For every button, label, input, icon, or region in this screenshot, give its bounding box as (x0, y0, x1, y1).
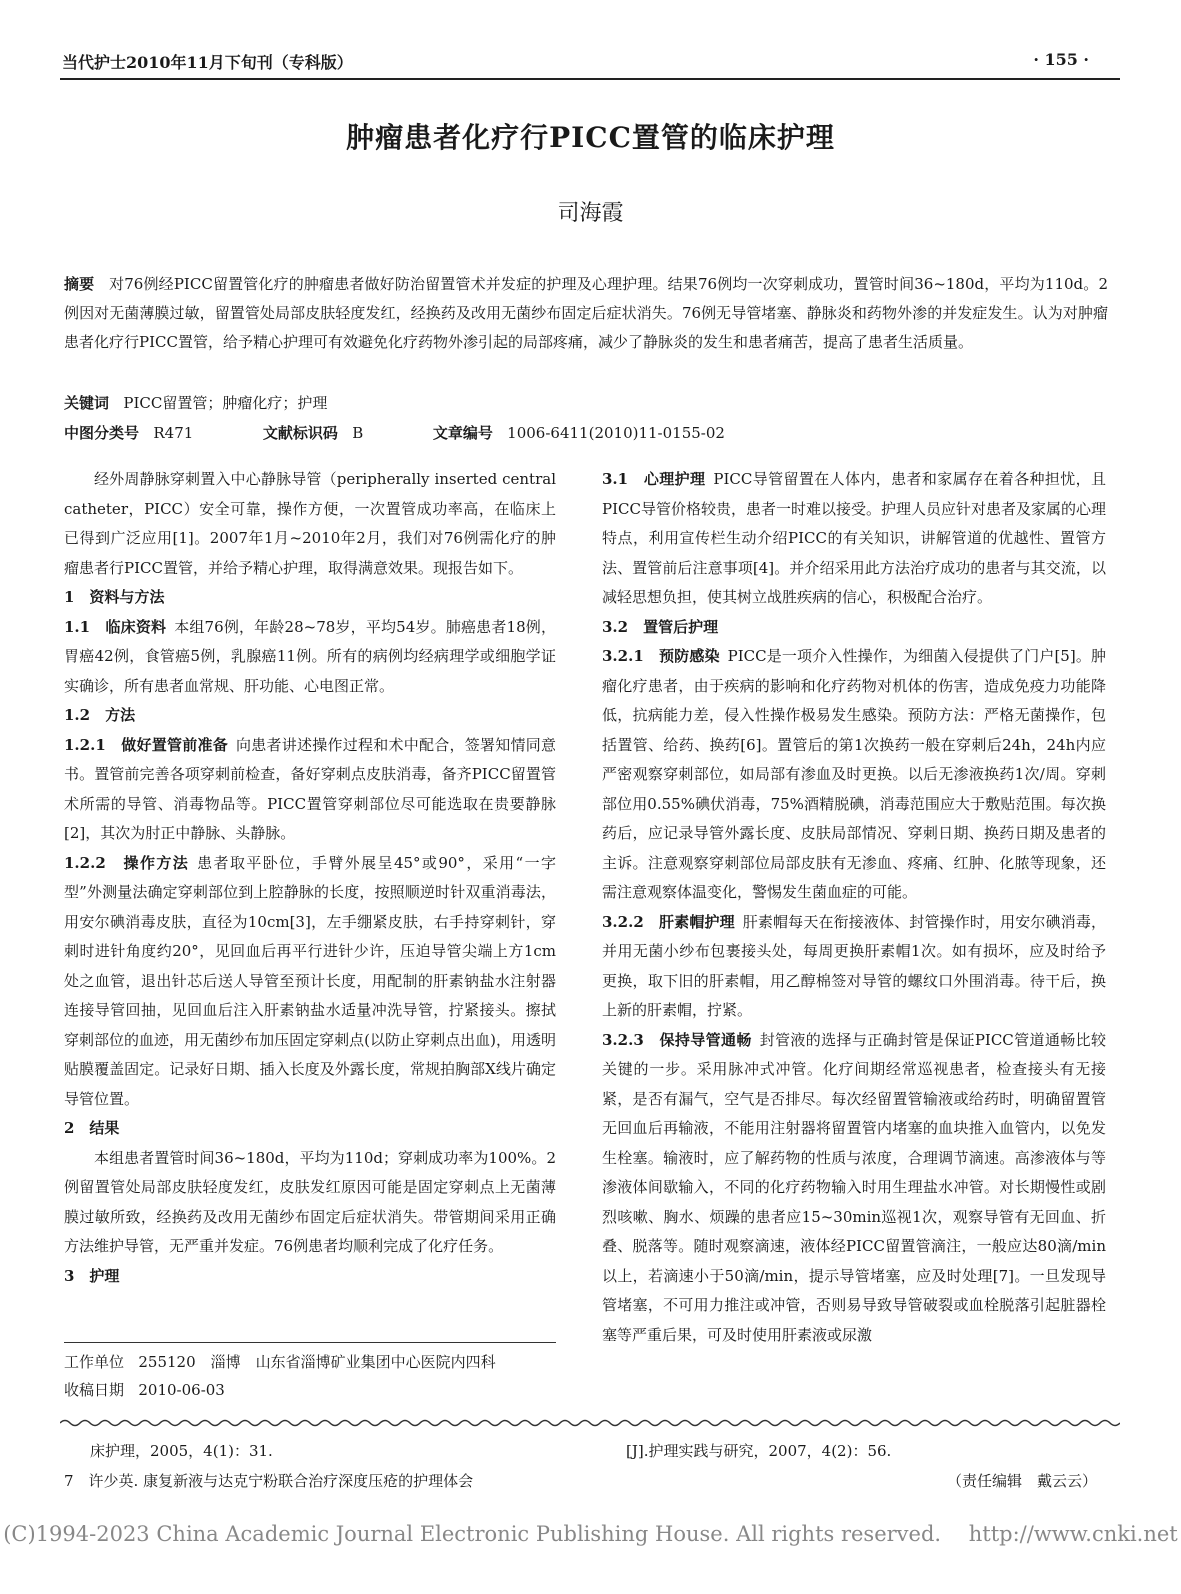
reference-left-line2: 7 许少英. 康复新液与达克宁粉联合治疗深度压疮的护理体会 (64, 1472, 474, 1490)
keywords-label: 关键词 (64, 394, 110, 412)
section-3-2-2 (602, 908, 1106, 1026)
classification-line (64, 422, 1108, 443)
header-rule (60, 78, 1120, 80)
copyright-line: (C)1994-2023 China Academic Journal Electronic Publishing House. All rights reserved. http://www.cnki.net (3, 1522, 1178, 1546)
wavy-separator (60, 1418, 1120, 1428)
section-1-2-1-heading: 1.2.1 做好置管前准备 (64, 735, 228, 754)
section-1-2-heading: 1.2 方法 (64, 706, 136, 724)
section-1-1-heading: 1.1 临床资料 (64, 617, 167, 636)
section-3-2-3-heading: 3.2.3 保持导管通畅 (602, 1030, 752, 1049)
article-author: 司海霞 (557, 201, 624, 226)
clc-label: 中图分类号 (64, 424, 140, 442)
section-3-2-3-text: 封管液的选择与正确封管是保证PICC管道通畅比较关键的一步。采用脉冲式冲管。化疗间期经常巡视患者，检查接头有无接紧，是否有漏气，空气是否排尽。每次经留置管输液或给药时，明确留置管无回血后再输液，不能用注射器将留置管内堵塞的血块推入血管内，以免发生栓塞。输液时，应了解药物的性质与浓度，合理调节滴速。高渗液体与等渗液体间歇输入，不同的化疗药物输入时用生理盐水冲管。对长期慢性或剧烈咳嗽、胸水、烦躁的患者应15~30min巡视1次，观察导管有无回血、折叠、脱落等。随时观察滴速，液体经PICC留置管滴注，一般应达80滴/min以上，若滴速小于50滴/min，提示导管堵塞，应及时处理[7]。一旦发现导管堵塞，不可用力推注或冲管，否则易导致导管破裂或血栓脱落引起脏器栓塞等严重后果，可及时使用肝素液或尿激 (602, 1030, 1106, 1344)
reference-left-line1: 床护理，2005，4(1)：31. (90, 1442, 273, 1460)
section-3-2-1 (602, 642, 1106, 908)
section-1-1-text: 本组76例，年龄28~78岁，平均54岁。肺癌患者18例，胃癌42例，食管癌5例，乳腺癌11例。所有的病例均经病理学或细胞学证实确诊，所有患者血常规、肝功能、心电图正常。 (64, 617, 556, 695)
section-1-2-1-text: 向患者讲述操作过程和术中配合，签署知情同意书。置管前完善各项穿刺前检查，备好穿刺点皮肤消毒，备齐PICC留置管术所需的导管、消毒物品等。PICC置管穿刺部位尽可能选取在贵要静脉[2]，其次为肘正中静脉、头静脉。 (64, 735, 556, 842)
abstract (64, 270, 1108, 357)
section-1-2-2 (64, 849, 556, 1115)
abstract-text: 对76例经PICC留置管化疗的肿瘤患者做好防治留置管术并发症的护理及心理护理。结果76例均一次穿刺成功，置管时间36~180d，平均为110d。2例因对无菌薄膜过敏，留置管处局部皮肤轻度发红，经换药及改用无菌纱布固定后症状消失。76例无导管堵塞、静脉炎和药物外渗的并发症发生。认为对肿瘤患者化疗行PICC置管，给予精心护理可有效避免化疗药物外渗引起的局部疼痛，减少了静脉炎的发生和患者痛苦，提高了患者生活质量。 (64, 275, 1108, 351)
section-1-2-1 (64, 731, 556, 849)
section-1-1 (64, 613, 556, 702)
received-value: 2010-06-03 (138, 1381, 225, 1399)
section-1-2-2-text: 患者取平卧位，手臂外展呈45°或90°，采用“一字型”外测量法确定穿刺部位到上腔静脉的长度，按照顺逆时针双重消毒法，用安尔碘消毒皮肤，直径为10cm[3]，左手绷紧皮肤，右手持穿刺针，穿刺时进针角度约20°，见回血后再平行进针少许，压迫导管尖端上方1cm处之血管，退出针芯后送人导管至预计长度，用配制的肝素钠盐水注射器连接导管回抽，见回血后注入肝素钠盐水适量冲洗导管，拧紧接头。擦拭穿刺部位的血迹，用无菌纱布加压固定穿刺点(以防止穿刺点出血)，用透明贴膜覆盖固定。记录好日期、插入长度及外露长度，常规拍胸部X线片确定导管位置。 (64, 853, 556, 1108)
article-number-label: 文章编号 (432, 424, 493, 442)
section-3-2-2-text: 肝素帽每天在衔接液体、封管操作时，用安尔碘消毒，并用无菌小纱布包裹接头处，每周更换肝素帽1次。如有损坏，应及时给予更换，取下旧的肝素帽，用乙醇棉签对导管的螺纹口外围消毒。待干后，换上新的肝素帽，拧紧。 (602, 912, 1106, 1019)
journal-header: 当代护士2010年11月下旬刊（专科版） (62, 53, 353, 72)
article-number-value: 1006-6411(2010)11-0155-02 (507, 424, 725, 442)
right-column (602, 465, 1106, 1350)
reference-right-line1: [J].护理实践与研究，2007，4(2)：56. (626, 1442, 892, 1460)
page-number: · 155 · (1033, 50, 1089, 69)
keywords (64, 392, 327, 413)
keywords-text: PICC留置管；肿瘤化疗；护理 (123, 394, 328, 412)
abstract-label: 摘要 (64, 275, 95, 293)
received-label: 收稿日期 (64, 1381, 125, 1399)
footnote (64, 1348, 556, 1404)
section-3-2-heading: 3.2 置管后护理 (602, 617, 719, 636)
article-title: 肿瘤患者化疗行PICC置管的临床护理 (346, 121, 835, 154)
section-3-1-heading: 3.1 心理护理 (602, 470, 706, 488)
footnote-rule (64, 1342, 556, 1343)
section-1-heading: 1 资料与方法 (64, 588, 165, 606)
section-2-heading: 2 结果 (64, 1119, 120, 1137)
work-unit-value: 255120 淄博 山东省淄博矿业集团中心医院内四科 (138, 1353, 496, 1371)
work-unit (64, 1348, 556, 1376)
section-3-1-text: PICC导管留置在人体内，患者和家属存在着各种担忧，且PICC导管价格较贵，患者一时难以接受。护理人员应针对患者及家属的心理特点，利用宣传栏生动介绍PICC的有关知识，讲解管道的优越性、置管方法、置管前后注意事项[4]。并介绍采用此方法治疗成功的患者与其交流，以减轻思想负担，使其树立战胜疾病的信心，积极配合治疗。 (602, 470, 1106, 606)
section-3-1 (602, 465, 1106, 613)
doc-code-value: B (352, 424, 364, 442)
left-column (64, 465, 556, 1291)
section-1-2-2-heading: 1.2.2 操作方法 (64, 853, 190, 872)
intro-paragraph: 经外周静脉穿刺置入中心静脉导管（peripherally inserted central catheter，PICC）安全可靠，操作方便，一次置管成功率高，在临床上已得到广泛应用[1]。2007年1月~2010年2月，我们对76例需化疗的肿瘤患者行PICC置管，并给予精心护理，取得满意效果。现报告如下。 (64, 470, 556, 577)
section-3-2-2-heading: 3.2.2 肝素帽护理 (602, 912, 735, 931)
section-3-2-1-text: PICC是一项介入性操作，为细菌入侵提供了门户[5]。肿瘤化疗患者，由于疾病的影响和化疗药物对机体的伤害，造成免疫力功能降低，抗病能力差，侵入性操作极易发生感染。预防方法：严格无菌操作，包括置管、给药、换药[6]。置管后的第1次换药一般在穿刺后24h，24h内应严密观察穿刺部位，如局部有渗血及时更换。以后无渗液换药1次/周。穿刺部位用0.55%碘伏消毒，75%酒精脱碘，消毒范围应大于敷贴范围。每次换药后，应记录导管外露长度、皮肤局部情况、穿刺日期、换药日期及患者的主诉。注意观察穿刺部位局部皮肤有无渗血、疼痛、红肿、化脓等现象，还需注意观察体温变化，警惕发生菌血症的可能。 (602, 647, 1106, 901)
work-unit-label: 工作单位 (64, 1353, 125, 1371)
received-date (64, 1376, 556, 1404)
editor-note: （责任编辑 戴云云） (946, 1472, 1097, 1490)
section-3-heading: 3 护理 (64, 1266, 120, 1285)
section-3-2-1-heading: 3.2.1 预防感染 (602, 647, 720, 665)
section-2-text: 本组患者置管时间36~180d，平均为110d；穿刺成功率为100%。2例留置管处局部皮肤轻度发红，皮肤发红原因可能是固定穿刺点上无菌薄膜过敏所致，经换药及改用无菌纱布固定后症状消失。带管期间采用正确方法维护导管，无严重并发症。76例患者均顺利完成了化疗任务。 (64, 1148, 556, 1255)
clc-value: R471 (153, 424, 194, 442)
doc-code-label: 文献标识码 (262, 424, 338, 442)
section-3-2-3 (602, 1026, 1106, 1351)
